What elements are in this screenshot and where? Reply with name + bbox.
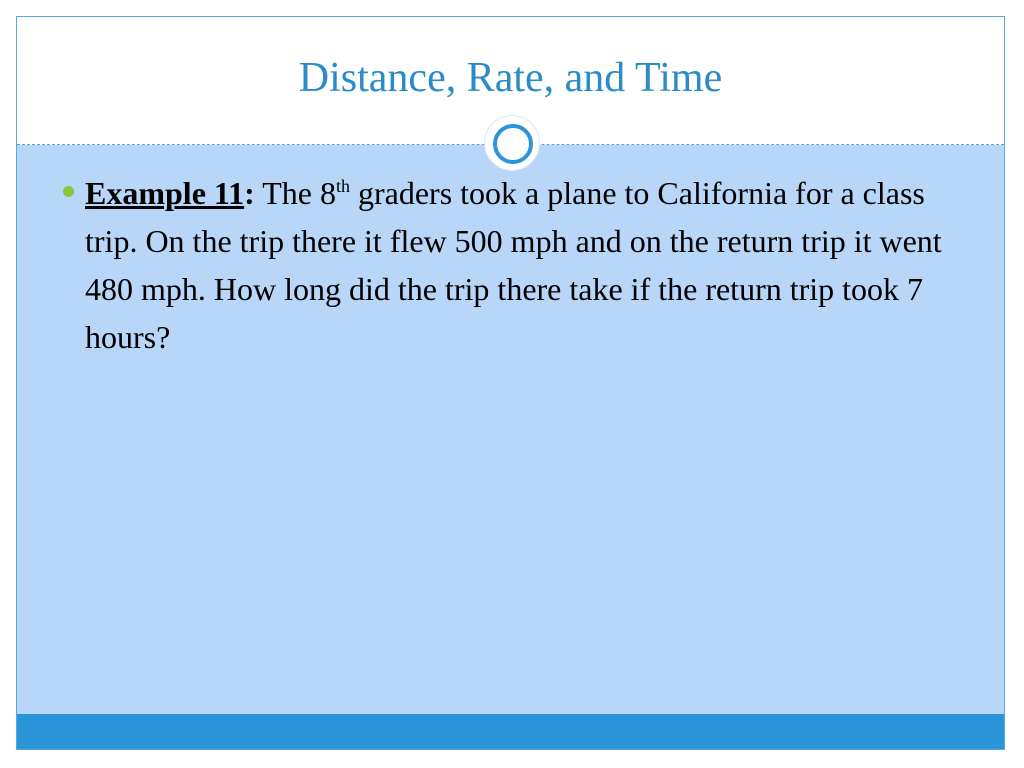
divider-ornament (484, 115, 540, 171)
slide-frame (16, 16, 1005, 750)
bullet-text-rest: graders took a plane to California for a class trip. On the trip there it flew 500 mph and on the return trip it went 480 mph. How long did the trip there take if the return trip took 7 hours? (85, 175, 942, 355)
bullet-list (63, 169, 963, 361)
ordinal-superscript: th (335, 176, 350, 196)
circle-ring-icon (493, 124, 533, 164)
bullet-text-start: The 8 (254, 175, 336, 211)
bullet-item (63, 169, 963, 361)
bullet-dot-icon (63, 186, 74, 197)
example-label-colon: : (244, 175, 255, 211)
example-label: Example 11 (85, 175, 245, 211)
footer-bar (17, 714, 1004, 749)
slide-title: Distance, Rate, and Time (298, 55, 723, 101)
